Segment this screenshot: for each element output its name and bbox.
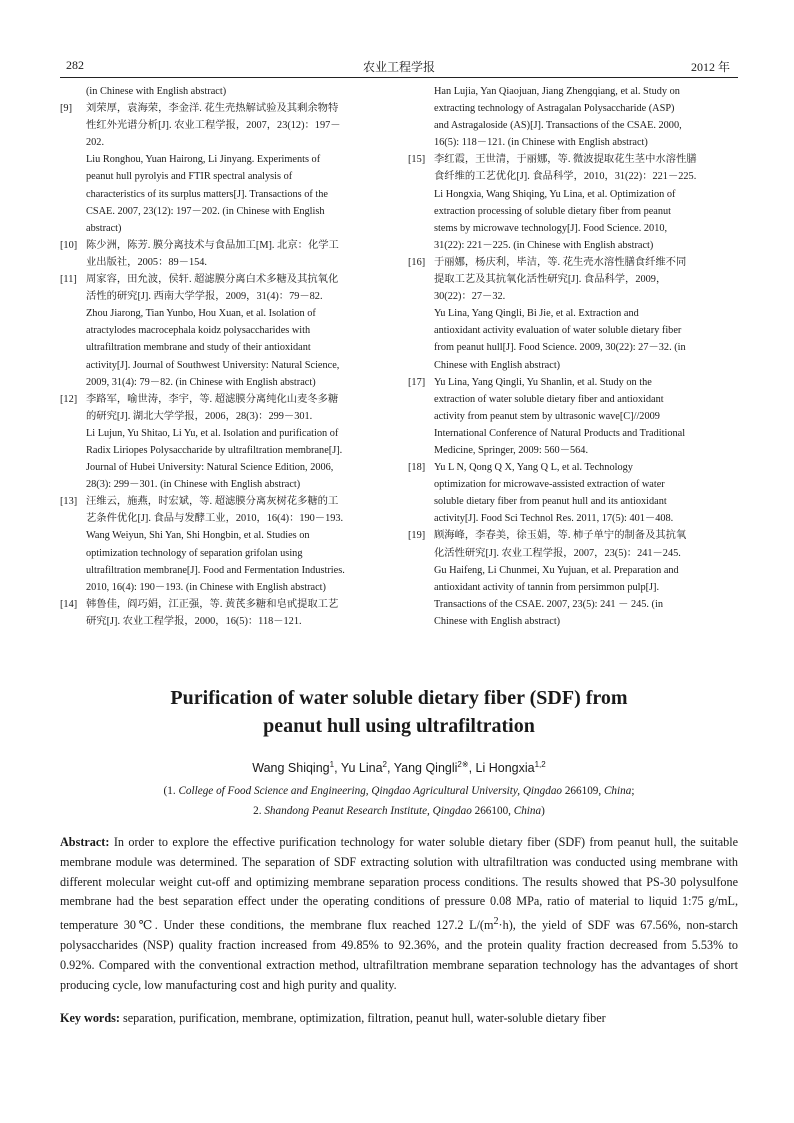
reference-line: 业出版社，2005：89－154. bbox=[86, 256, 207, 268]
reference-number: [17] bbox=[408, 376, 426, 388]
reference-line: extraction of water soluble dietary fiber and antioxidant bbox=[434, 393, 664, 405]
reference-line: 2009, 31(4): 79－82. (in Chinese with English abstract) bbox=[86, 376, 316, 388]
reference-line: 韩鲁佳，阎巧娟，江正强，等. 黄芪多糖和皂甙提取工艺 bbox=[86, 598, 339, 610]
author-list bbox=[60, 760, 738, 775]
reference-line: 16(5): 118－121. (in Chinese with English abstract) bbox=[434, 137, 648, 149]
abstract bbox=[60, 833, 738, 995]
reference-line: International Conference of Natural Products and Traditional bbox=[434, 427, 686, 439]
keywords-label: Key words: bbox=[60, 1011, 120, 1025]
reference-line: Radix Liriopes Polysaccharide by ultrafiltration membrane[J]. bbox=[86, 444, 343, 456]
reference-line: 周家容，田允波，侯轩. 超滤膜分离白术多糖及其抗氧化 bbox=[86, 274, 339, 286]
reference-entry bbox=[60, 391, 386, 494]
title-line: peanut hull using ultrafiltration bbox=[263, 715, 535, 737]
running-header bbox=[60, 57, 738, 78]
reference-entry bbox=[60, 493, 386, 596]
reference-entry bbox=[60, 271, 386, 391]
reference-line: antioxidant activity of tannin from persimmon pulp[J]. bbox=[434, 581, 660, 593]
reference-line: 31(22): 221－225. (in Chinese with English abstract) bbox=[434, 239, 654, 251]
reference-line: Liu Ronghou, Yuan Hairong, Li Jinyang. Experiments of bbox=[86, 154, 321, 166]
author-separator: , bbox=[386, 761, 394, 776]
reference-number: [13] bbox=[60, 496, 78, 508]
reference-line: 30(22)：27－32. bbox=[434, 291, 506, 303]
article-title bbox=[60, 684, 738, 740]
reference-line: 艺条件优化[J]. 食品与发酵工业，2010，16(4)：190－193. bbox=[86, 513, 344, 525]
reference-number: [11] bbox=[60, 274, 77, 286]
author-affiliation-mark: 1,2 bbox=[534, 760, 546, 769]
reference-line: Yu L N, Qong Q X, Yang Q L, et al. Technology bbox=[434, 462, 633, 474]
reference-line: Li Lujun, Yu Shitao, Li Yu, et al. Isolation and purification of bbox=[86, 427, 339, 439]
author-name: Li Hongxia bbox=[475, 761, 535, 776]
keywords-text: separation, purification, membrane, optimization, filtration, peanut hull, water-soluble dietary fiber bbox=[119, 1011, 606, 1025]
reference-line: Transactions of the CSAE. 2007, 23(5): 241 － 245. (in bbox=[434, 598, 663, 610]
reference-line: Chinese with English abstract) bbox=[434, 615, 561, 627]
reference-line: optimization for microwave-assisted extraction of water bbox=[434, 479, 665, 491]
reference-line: 202. bbox=[86, 137, 105, 149]
author-name: Wang Shiqing bbox=[252, 761, 330, 776]
reference-line: Yu Lina, Yang Qingli, Bi Jie, et al. Extraction and bbox=[434, 308, 639, 320]
reference-line: soluble dietary fiber from peanut hull and its antioxidant bbox=[434, 496, 667, 508]
reference-line: extraction processing of soluble dietary fiber from peanut bbox=[434, 205, 672, 217]
reference-number: [14] bbox=[60, 598, 78, 610]
reference-line: activity[J]. Food Sci Technol Res. 2011, 17(5): 401－408. bbox=[434, 513, 674, 525]
abstract-label: Abstract: bbox=[60, 835, 110, 849]
author-separator: , bbox=[468, 761, 476, 776]
reference-line: atractylodes macrocephala koidz polysaccharides with bbox=[86, 325, 311, 337]
author-affiliation-mark: 1 bbox=[329, 760, 335, 769]
page-number: 282 bbox=[66, 58, 84, 72]
journal-name: 农业工程学报 bbox=[362, 60, 435, 74]
references-right-column bbox=[408, 83, 738, 630]
author-separator: , bbox=[334, 761, 341, 776]
reference-line: 食纤维的工艺优化[J]. 食品科学，2010，31(22)：221－225. bbox=[434, 171, 697, 183]
reference-line: 化活性研究[J]. 农业工程学报，2007，23(5)：241－245. bbox=[434, 547, 681, 559]
reference-line: 28(3): 299－301. (in Chinese with English abstract) bbox=[86, 479, 301, 491]
reference-line: and Astragaloside (AS)[J]. Transactions of the CSAE. 2000, bbox=[434, 120, 682, 132]
abstract-superscript: 2 bbox=[493, 916, 499, 928]
reference-number: [16] bbox=[408, 256, 426, 268]
reference-line: 刘荣厚，袁海荣，李金洋. 花生壳热解试验及其剩余物特 bbox=[86, 103, 339, 115]
reference-line: antioxidant activity evaluation of water soluble dietary fiber bbox=[434, 325, 682, 337]
reference-line: optimization technology of separation grifolan using bbox=[86, 547, 303, 559]
reference-line: 于丽娜，杨庆利，毕洁，等. 花生壳水溶性膳食纤维不同 bbox=[434, 256, 687, 268]
reference-line: Gu Haifeng, Li Chunmei, Xu Yujuan, et al. Preparation and bbox=[434, 564, 679, 576]
author-affiliation-mark: 2 bbox=[382, 760, 387, 769]
reference-line: Han Lujia, Yan Qiaojuan, Jiang Zhengqiang, et al. Study on bbox=[434, 86, 680, 97]
reference-line: 研究[J]. 农业工程学报，2000，16(5)：118－121. bbox=[86, 615, 302, 627]
reference-line: activity from peanut stem by ultrasonic wave[C]//2009 bbox=[434, 410, 660, 422]
reference-line: Medicine, Springer, 2009: 560－564. bbox=[434, 444, 589, 456]
author-affiliation-mark: 2※ bbox=[457, 760, 469, 769]
reference-number: [9] bbox=[60, 103, 73, 115]
reference-line: 李红霞，王世清，于丽娜，等. 微波提取花生茎中水溶性膳 bbox=[434, 154, 697, 166]
reference-line: Wang Weiyun, Shi Yan, Shi Hongbin, et al. Studies on bbox=[86, 530, 310, 542]
reference-entry bbox=[408, 527, 738, 630]
reference-line: activity[J]. Journal of Southwest University: Natural Science, bbox=[86, 359, 340, 371]
reference-line: stems by microwave technology[J]. Food Science. 2010, bbox=[434, 222, 668, 234]
reference-line: ultrafiltration membrane[J]. Food and Fermentation Industries. bbox=[86, 564, 345, 576]
reference-line: 顾海峰，李春美，徐玉娟，等. 柿子单宁的制备及其抗氧 bbox=[434, 530, 687, 542]
affiliations bbox=[60, 781, 738, 821]
reference-line: 李路军，喻世涛，李宇，等. 超滤膜分离纯化山麦冬多糖 bbox=[86, 393, 339, 405]
reference-continuation: (in Chinese with English abstract) bbox=[86, 86, 227, 97]
reference-line: Chinese with English abstract) bbox=[434, 359, 561, 371]
author-name: Yang Qingli bbox=[393, 761, 458, 776]
reference-line: 汪维云，施燕，时宏斌，等. 超滤膜分离灰树花多糖的工 bbox=[86, 496, 339, 508]
reference-entry bbox=[408, 374, 738, 459]
reference-line: 的研究[J]. 湖北大学学报，2006，28(3)：299－301. bbox=[86, 410, 313, 422]
reference-line: ultrafiltration membrane and study of their antioxidant bbox=[86, 342, 311, 354]
reference-line: abstract) bbox=[86, 222, 122, 234]
reference-number: [15] bbox=[408, 154, 426, 166]
reference-line: Li Hongxia, Wang Shiqing, Yu Lina, et al. Optimization of bbox=[434, 188, 676, 200]
author-name: Yu Lina bbox=[340, 761, 383, 776]
keywords bbox=[60, 1009, 738, 1029]
reference-entry bbox=[60, 237, 386, 271]
reference-line: Yu Lina, Yang Qingli, Yu Shanlin, et al. Study on the bbox=[434, 376, 652, 388]
affiliation-2: 2. Shandong Peanut Research Institute, Qingdao 266100, China) bbox=[253, 805, 545, 817]
reference-line: Journal of Hubei University: Natural Science Edition, 2006, bbox=[86, 462, 334, 474]
reference-line: 活性的研究[J]. 西南大学学报，2009，31(4)：79－82. bbox=[86, 291, 323, 303]
reference-number: [19] bbox=[408, 530, 426, 542]
reference-line: 陈少洲，陈芳. 膜分离技术与食品加工[M]. 北京：化学工 bbox=[86, 239, 339, 251]
abstract-text: In order to explore the effective purification technology for water soluble dietary fiber (SDF) from peanut hull, the suitable membrane module was determined. The separation of SDF extracting solution with ultrafiltration was conducted using membrane with different molecular weight cut-off and optimizing membrane separation process conditions. The results showed that PS-30 polysulfone membrane had the best separation effect under the operating conditions of pressure 0.08 MPa, ratio of material to liquid 1:75 g/mL, temperature 30℃. Under these conditions, the membrane flux reached 127.2 L/(m bbox=[60, 835, 738, 933]
references-left-column bbox=[60, 83, 386, 630]
reference-entry bbox=[408, 151, 738, 254]
reference-line: from peanut hull[J]. Food Science. 2009, 30(22): 27－32. (in bbox=[434, 342, 686, 354]
reference-entry bbox=[60, 100, 386, 237]
reference-number: [18] bbox=[408, 462, 426, 474]
affiliation-1: (1. College of Food Science and Engineering, Qingdao Agricultural University, Qingdao 266109, China; bbox=[163, 785, 635, 797]
title-line: Purification of water soluble dietary fiber (SDF) from bbox=[170, 687, 628, 709]
publication-year: 2012 年 bbox=[690, 60, 730, 74]
reference-entry bbox=[60, 596, 386, 630]
reference-entry bbox=[408, 254, 738, 374]
reference-entry bbox=[408, 459, 738, 527]
reference-line: CSAE. 2007, 23(12): 197－202. (in Chinese with English bbox=[86, 205, 325, 217]
reference-number: [12] bbox=[60, 393, 78, 405]
reference-line: 性红外光谱分析[J]. 农业工程学报，2007，23(12)：197－ bbox=[86, 120, 341, 132]
reference-number: [10] bbox=[60, 239, 78, 251]
reference-continuation bbox=[408, 83, 738, 151]
reference-line: extracting technology of Astragalan Polysaccharide (ASP) bbox=[434, 103, 675, 115]
reference-line: 提取工艺及其抗氧化活性研究[J]. 食品科学，2009， bbox=[434, 274, 667, 286]
reference-line: peanut hull pyrolyis and FTIR spectral analysis of bbox=[86, 171, 293, 183]
reference-line: characteristics of its surplus matters[J]. Transactions of the bbox=[86, 188, 328, 200]
reference-line: Zhou Jiarong, Tian Yunbo, Hou Xuan, et al. Isolation of bbox=[86, 308, 316, 320]
reference-line: 2010, 16(4): 190－193. (in Chinese with English abstract) bbox=[86, 581, 326, 593]
abstract-text-cont: ·h), the yield of SDF was 67.56%, non-starch polysaccharides (NSP) quality fraction increased from 49.85% to 92.36%, and the protein quality fraction decreased from 5.53% to 0.92%. Compared with the conventional extraction method, ultrafiltration membrane separation technology has the advantages of short producing cycle, low manufacturing cost and high purity and quality. bbox=[60, 918, 738, 992]
